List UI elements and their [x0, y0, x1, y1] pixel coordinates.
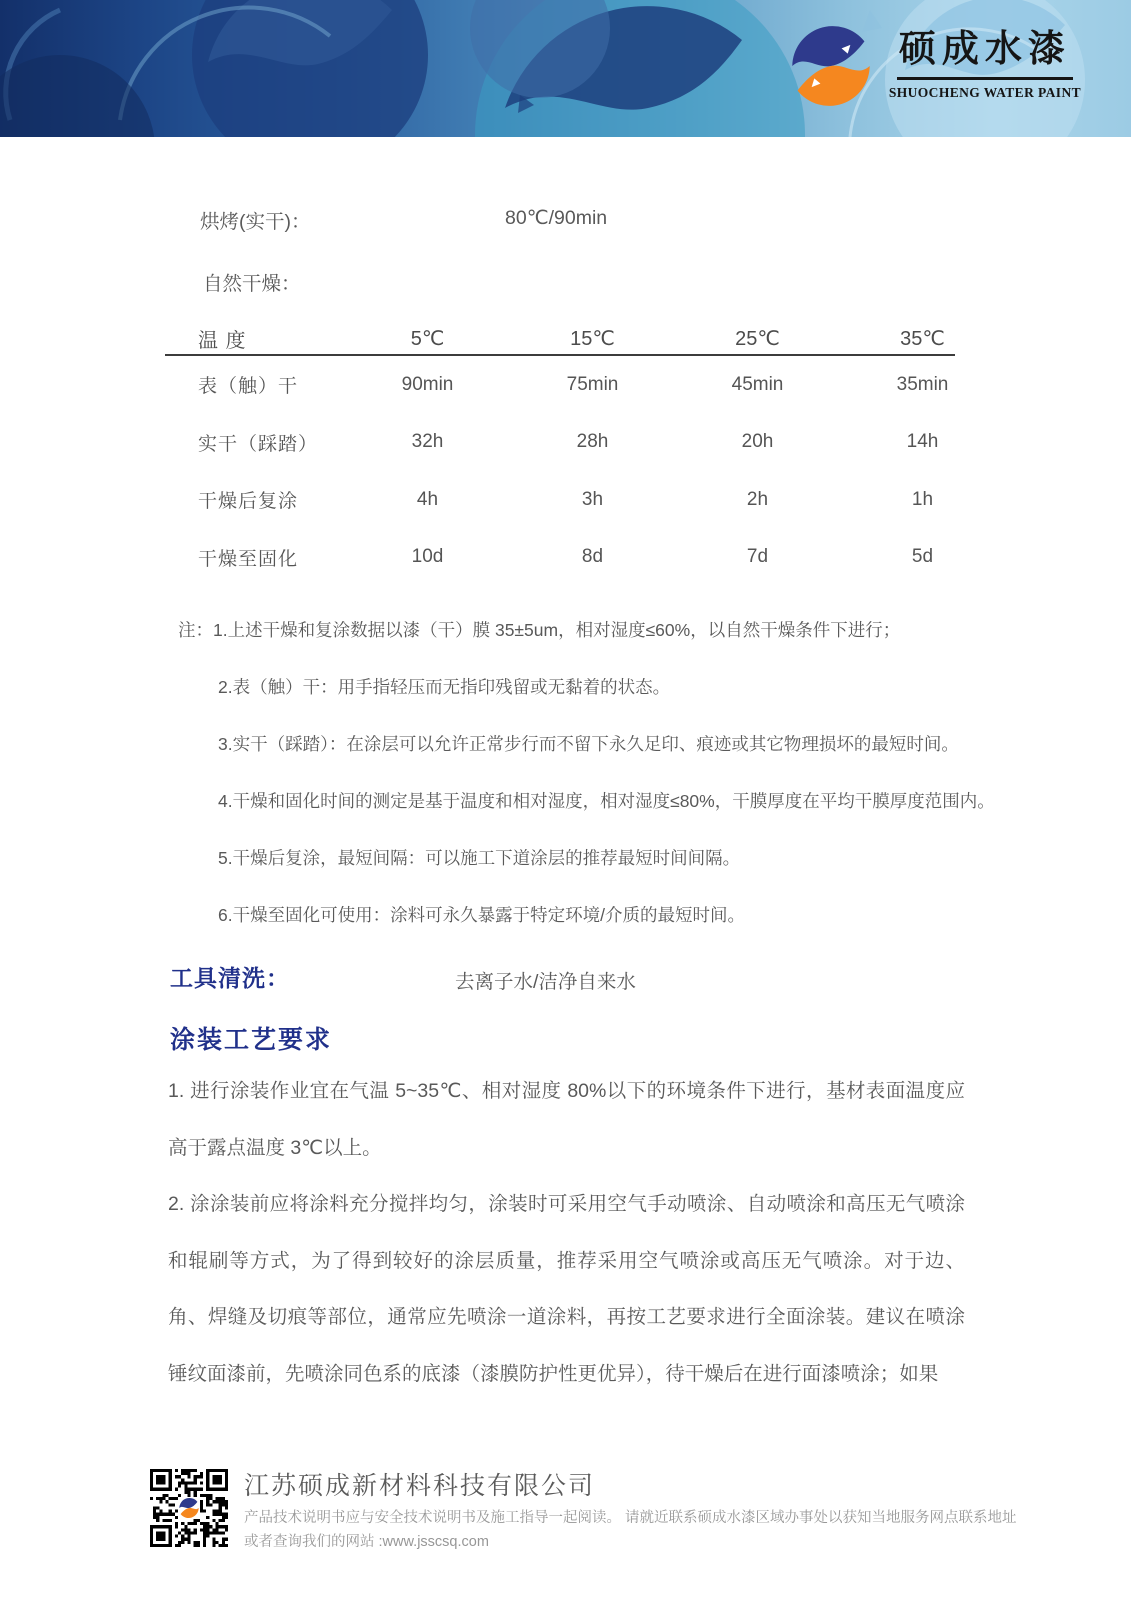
coating-process-title: 涂装工艺要求: [170, 1026, 333, 1054]
row-value: 35min: [896, 373, 949, 395]
table-row: [165, 529, 955, 587]
footer-note-line2: 或者查询我们的网站 :www.jsscsq.com: [244, 1534, 489, 1550]
row-value: 45min: [731, 373, 784, 395]
note-item-4: 4.干燥和固化时间的测定是基于温度和相对湿度，相对湿度≤80%，干膜厚度在平均干膜厚度范围内。: [218, 791, 995, 811]
brand-logo-icon: [787, 22, 875, 110]
row-value: 4h: [416, 488, 439, 510]
process-paragraph-1: 1. 进行涂装作业宜在气温 5~35℃、相对湿度 80%以下的环境条件下进行，基材表面温度应高于露点温度 3℃以上。: [168, 1080, 965, 1159]
row-value: 14h: [906, 431, 939, 453]
row-value: 3h: [581, 488, 604, 510]
tool-cleaning-value: 去离子水/洁净自来水: [455, 971, 636, 993]
footer-note-line1: 产品技术说明书应与安全技术说明书及施工指导一起阅读。 请就近联系硕成水漆区域办事处以获知当地服务网点联系地址: [244, 1510, 1017, 1526]
brand-logo: [787, 22, 1081, 110]
row-value: 10d: [411, 546, 444, 568]
note-item-6: 6.干燥至固化可使用：涂料可永久暴露于特定环境/介质的最短时间。: [218, 905, 745, 925]
qr-center-logo-icon: [178, 1497, 200, 1519]
drying-time-table: [165, 322, 955, 586]
row-value: 2h: [746, 488, 769, 510]
natural-dry-label: 自然干燥：: [203, 273, 301, 295]
row-value: 32h: [411, 431, 444, 453]
header-banner: [0, 0, 1131, 137]
note-item-3: 3.实干（踩踏）：在涂层可以允许正常步行而不留下永久足印、痕迹或其它物理损坏的最短时间。: [218, 734, 959, 754]
brand-name-en: SHUOCHENG WATER PAINT: [888, 84, 1081, 100]
note-text: 1.上述干燥和复涂数据以漆（干）膜 35±5um，相对湿度≤60%，以自然干燥条件下进行；: [213, 620, 901, 640]
table-row: [165, 356, 955, 414]
table-header-row: [165, 322, 955, 356]
table-header-25c: 25℃: [735, 327, 780, 350]
row-label: 表（触）干: [198, 376, 299, 398]
coating-process-paragraphs: [168, 1063, 965, 1402]
brand-logo-text-block: [889, 31, 1081, 101]
table-header-15c: 15℃: [570, 327, 615, 350]
row-value: 5d: [911, 546, 934, 568]
table-row: [165, 471, 955, 529]
process-paragraph-2: 2. 涂涂装前应将涂料充分搅拌均匀，涂装时可采用空气手动喷涂、自动喷涂和高压无气喷涂和辊刷等方式，为了得到较好的涂层质量，推荐采用空气喷涂或高压无气喷涂。对于边、角、焊缝及切痕等部位，通常应先喷涂一道涂料，再按工艺要求进行全面涂装。建议在喷涂锤纹面漆前，先喷涂同色系的底漆（漆膜防护性更优异），待干燥后在进行面漆喷涂；如果: [168, 1193, 965, 1385]
row-value: 1h: [911, 488, 934, 510]
footer-company-name: 江苏硕成新材料科技有限公司: [244, 1472, 596, 1500]
tool-cleaning-label: 工具清洗：: [170, 965, 290, 991]
row-label: 干燥至固化: [198, 548, 299, 570]
qr-code: [150, 1469, 228, 1547]
note-item-1: [178, 602, 978, 659]
brand-name-cn: 硕成水漆: [897, 31, 1073, 80]
note-prefix: 注：: [178, 620, 213, 640]
table-header-temperature: 温 度: [198, 329, 247, 352]
row-value: 8d: [581, 546, 604, 568]
note-item-2: 2.表（触）干：用手指轻压而无指印残留或无黏着的状态。: [218, 677, 671, 697]
bake-dry-label: 烘烤(实干)：: [200, 211, 311, 233]
row-label: 实干（踩踏）: [198, 433, 319, 455]
row-value: 28h: [576, 431, 609, 453]
table-header-35c: 35℃: [900, 327, 945, 350]
row-value: 7d: [746, 546, 769, 568]
row-value: 20h: [741, 431, 774, 453]
row-label: 干燥后复涂: [198, 491, 299, 513]
row-value: 90min: [401, 373, 454, 395]
row-value: 75min: [566, 373, 619, 395]
note-item-5: 5.干燥后复涂，最短间隔：可以施工下道涂层的推荐最短时间间隔。: [218, 848, 741, 868]
bake-dry-value: 80℃/90min: [505, 207, 608, 229]
notes-block: [178, 602, 995, 944]
table-row: [165, 414, 955, 472]
table-header-5c: 5℃: [410, 327, 445, 350]
